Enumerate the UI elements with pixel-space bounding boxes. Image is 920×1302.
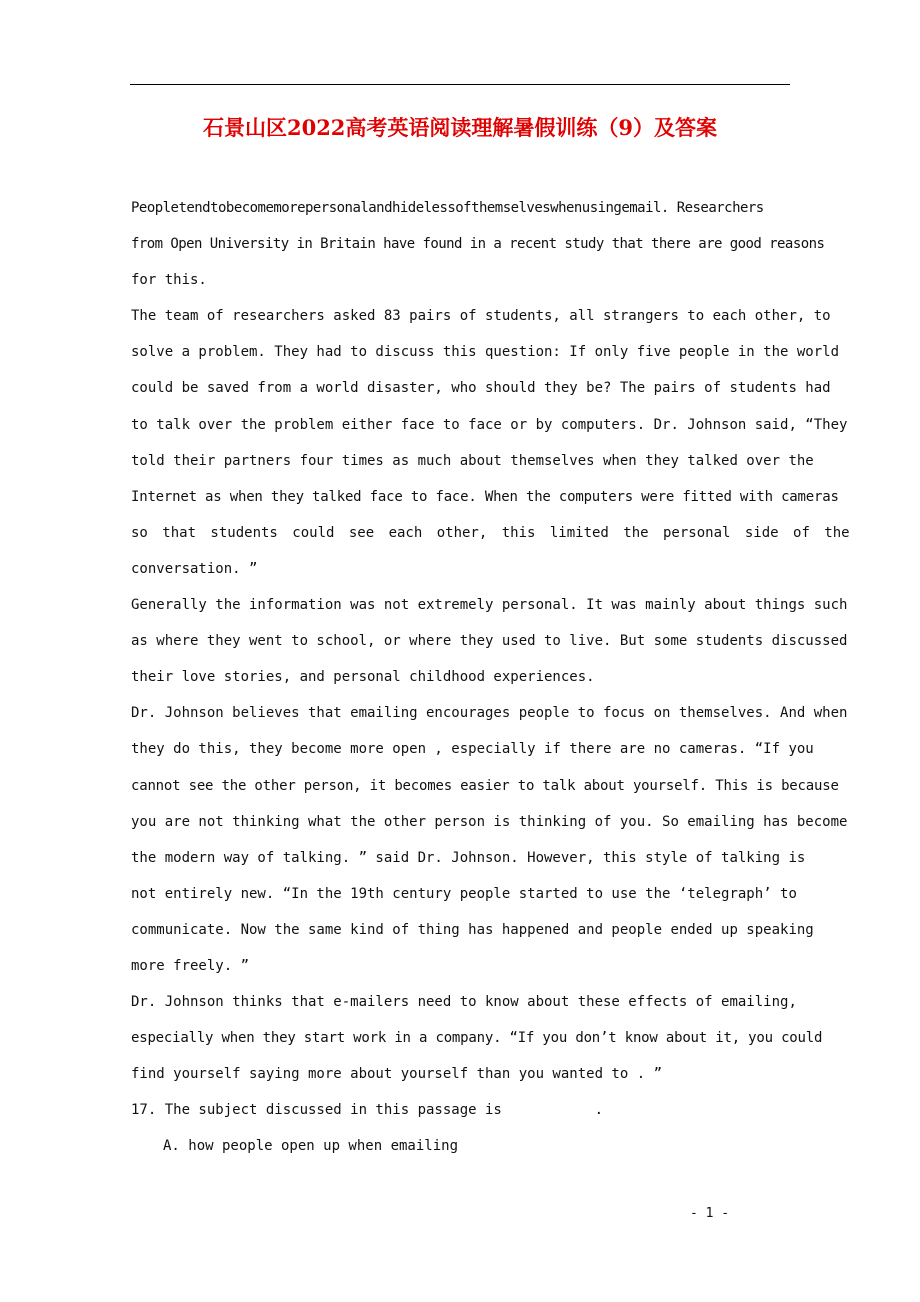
- page-number: - 1 -: [690, 1206, 730, 1221]
- text-line: not entirely new. “In the 19th century people started to use the ‘telegraph’ to: [131, 885, 797, 902]
- text-line: The team of researchers asked 83 pairs of students, all strangers to each other, to: [131, 308, 831, 325]
- text-line: solve a problem. They had to discuss this question: If only five people in the world: [131, 344, 840, 361]
- text-line: Internet as when they talked face to face. When the computers were fitted with cameras: [131, 488, 839, 505]
- text-line: communicate. Now the same kind of thing has happened and people ended up speaking: [131, 921, 814, 938]
- text-line: to talk over the problem either face to face or by computers. Dr. Johnson said, “They: [131, 416, 848, 433]
- text-line: told their partners four times as much about themselves when they talked over the: [131, 452, 814, 469]
- passage-body: [131, 196, 850, 1171]
- text-line: conversation. ”: [131, 560, 258, 577]
- header-rule: [130, 84, 790, 85]
- text-line: they do this, they become more open , especially if there are no cameras. “If you: [131, 741, 814, 758]
- question-stem: 17. The subject discussed in this passage is .: [131, 1102, 604, 1119]
- text-line: especially when they start work in a company. “If you don’t know about it, you could: [131, 1030, 823, 1047]
- answer-option-a: A. how people open up when emailing: [163, 1138, 459, 1155]
- page-title: 石景山区2022高考英语阅读理解暑假训练（9）及答案: [202, 115, 718, 140]
- text-line: Peopletendtobecomemorepersonalandhidelessofthemselveswhenusingemail. Researchers: [131, 200, 764, 216]
- text-line: Generally the information was not extremely personal. It was mainly about things such: [131, 597, 848, 614]
- text-line: cannot see the other person, it becomes easier to talk about yourself. This is because: [131, 777, 839, 794]
- text-line: for this.: [131, 272, 207, 289]
- text-line: more freely. ”: [131, 957, 250, 974]
- text-line: from Open University in Britain have found in a recent study that there are good reasons: [131, 236, 825, 253]
- text-line: Dr. Johnson thinks that e-mailers need to know about these effects of emailing,: [131, 994, 797, 1011]
- text-line: so that students could see each other, this limited the personal side of the: [131, 524, 850, 541]
- text-line: find yourself saying more about yourself than you wanted to . ”: [131, 1066, 663, 1083]
- text-line: Dr. Johnson believes that emailing encourages people to focus on themselves. And when: [131, 705, 848, 722]
- text-line: as where they went to school, or where they used to live. But some students discussed: [131, 633, 848, 650]
- text-line: the modern way of talking. ” said Dr. Johnson. However, this style of talking is: [131, 849, 806, 866]
- text-line: their love stories, and personal childhood experiences.: [131, 669, 595, 686]
- text-line: you are not thinking what the other person is thinking of you. So emailing has become: [131, 813, 848, 830]
- text-line: could be saved from a world disaster, who should they be? The pairs of students had: [131, 380, 831, 397]
